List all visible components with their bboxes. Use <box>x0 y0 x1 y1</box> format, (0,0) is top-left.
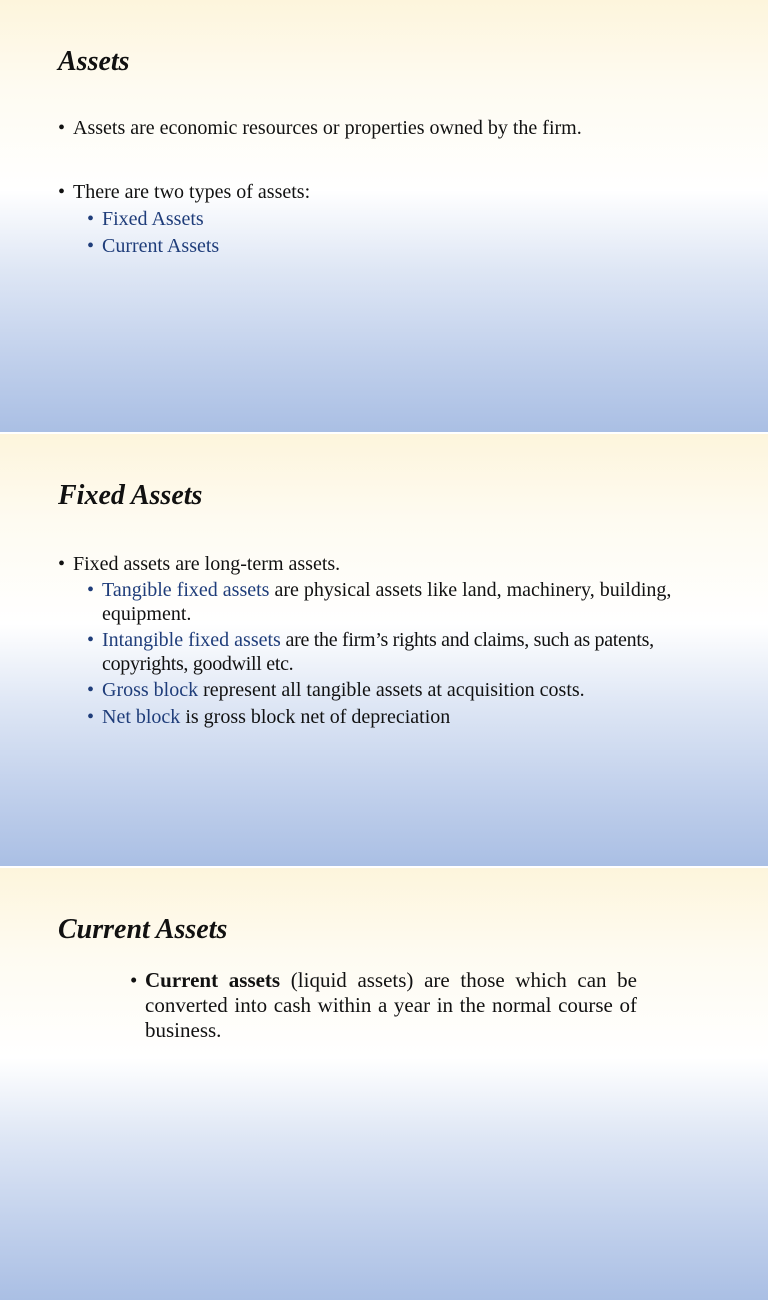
slide-title: Fixed Assets <box>58 480 203 511</box>
term-tangible-fixed-assets: Tangible fixed assets <box>102 579 270 601</box>
bullet-item: • There are two types of assets: <box>58 180 728 204</box>
sub-bullet-text: represent all tangible assets at acquisition costs. <box>198 679 585 701</box>
slide-fixed-assets <box>0 434 768 866</box>
sub-bullet-item <box>58 628 728 676</box>
sub-bullet-text: is gross block net of depreciation <box>180 706 451 728</box>
bullet-item <box>130 968 637 1043</box>
sub-bullet-text: are physical assets like land, machinery, building, equipment. <box>102 579 672 625</box>
slide-body <box>58 552 728 729</box>
term-gross-block: Gross block <box>102 679 199 701</box>
term-intangible-fixed-assets: Intangible fixed assets <box>102 629 281 651</box>
slide-current-assets <box>0 868 768 1300</box>
bullet-item: • Fixed assets are long-term assets. <box>58 552 728 576</box>
sub-bullet-item <box>58 705 728 729</box>
slide-body <box>58 114 728 258</box>
sub-bullet-item <box>58 578 728 626</box>
slide-title: Current Assets <box>58 914 228 945</box>
term-current-assets: Current assets <box>145 968 281 992</box>
sub-bullet-text: are the firm’s rights and claims, such as patents, copyrights, goodwill etc. <box>102 629 654 675</box>
sub-bullet-item: • Current Assets <box>58 234 728 258</box>
bullet-item: • Assets are economic resources or properties owned by the firm. <box>58 116 728 140</box>
slide-assets <box>0 0 768 432</box>
slide-title: Assets <box>58 46 130 77</box>
sub-bullet-item <box>58 678 728 702</box>
sub-bullet-item: • Fixed Assets <box>58 207 728 231</box>
bullet-text: (liquid assets) are those which can be converted into cash within a year in the normal course of business. <box>145 968 637 1042</box>
term-net-block: Net block <box>102 706 181 728</box>
slide-body <box>58 968 728 1043</box>
